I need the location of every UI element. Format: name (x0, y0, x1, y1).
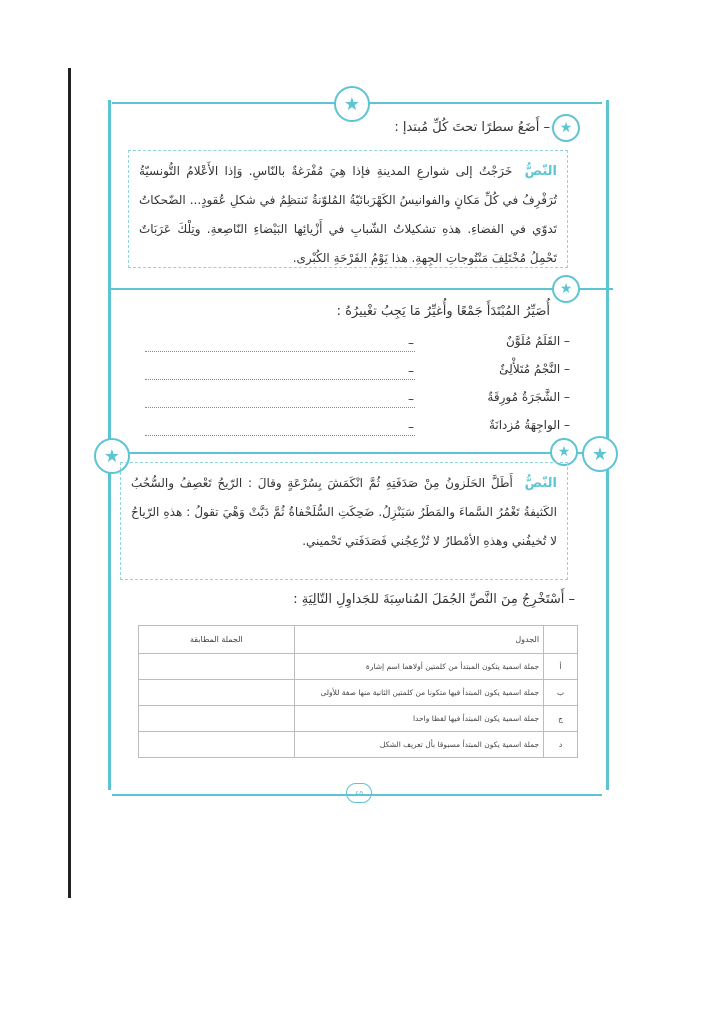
section3-text-box (120, 462, 568, 580)
page-number: ٤٥ (346, 783, 372, 803)
table-header-description: الجدول (294, 626, 543, 654)
table-header-answer: الجملة المطابقة (139, 626, 295, 654)
section-divider-1 (110, 288, 613, 290)
blank-dash-4: – (408, 420, 414, 434)
section1-instruction: – أَضَعُ سطرًا تحتَ كُلِّ مُبتدإ : (394, 120, 550, 135)
text-label: النّصُّ (524, 164, 557, 179)
table-row (139, 680, 578, 706)
blank-dash-1: – (408, 336, 414, 350)
exercise-item-3: – الشَّجَرَةُ مُورِقَةٌ (487, 390, 570, 404)
table-header-num (544, 626, 578, 654)
table-header-row (139, 626, 578, 654)
row-answer-cell[interactable] (139, 680, 295, 706)
blank-dash-3: – (408, 392, 414, 406)
section1-text-box (128, 150, 568, 268)
star-medallion-icon: ★ (552, 275, 580, 303)
answer-blank-1[interactable] (145, 336, 415, 352)
row-answer-cell[interactable] (139, 732, 295, 758)
exercise-item-2: – النَّجْمُ مُتَلأْلِئٌ (499, 362, 570, 376)
exercise-item-1: – القَلَمُ مُلَوَّنٌ (505, 334, 570, 348)
row-number: أ (544, 654, 578, 680)
matching-table (138, 625, 578, 758)
row-answer-cell[interactable] (139, 654, 295, 680)
section1-paragraph: خَرَجْتُ إلى شوارعِ المدينةِ فإذا هِيَ مُفْرَغةٌ بالنّاسِ. وَإذا الأَعْلامُ التُّونسيّةُ تُرَفْرِفُ في كُلِّ مَكانٍ والفوانيسُ الكَهْرَبائيّةُ المُلوّنةُ تَنتظِمُ في شكلِ عُقودٍ... الضّحكاتُ تَدوّي في الفضاءِ. هذهِ تشكيلاتُ الشّبابِ في أَزْيائِها البَيْضاءِ النّاصِعةِ. وتِلْكَ عَرَبَاتٌ تَحْمِلُ مُخْتَلِفَ مَنْتُوجاتِ الجِهةِ. هذا يَوْمُ الفَرْحَةِ الكُبْرى. (139, 164, 557, 265)
row-number: د (544, 732, 578, 758)
answer-blank-4[interactable] (145, 420, 415, 436)
table-row (139, 654, 578, 680)
row-description: جملة اسمية يكون المبتدأ فيها متكونا من كلمتين الثانية منها صفة للأولى (294, 680, 543, 706)
answer-blank-3[interactable] (145, 392, 415, 408)
exercise-item-4: – الواجِهَةُ مُزدانَةٌ (488, 418, 570, 432)
star-medallion-icon: ★ (334, 86, 370, 122)
table-row (139, 732, 578, 758)
answer-blank-2[interactable] (145, 364, 415, 380)
section3-instruction: – أَسْتَخْرِجُ مِنَ النَّصِّ الجُمَلَ المُناسِبَةَ للجَداوِلِ التّالِيَةِ : (293, 592, 575, 607)
text-label: النّصُّ (524, 476, 557, 491)
row-number: ج (544, 706, 578, 732)
star-medallion-icon: ★ (582, 436, 618, 472)
row-answer-cell[interactable] (139, 706, 295, 732)
row-description: جملة اسمية يكون المبتدأ مسبوقا بأل تعريف الشكل (294, 732, 543, 758)
section-divider-2 (110, 452, 613, 454)
star-medallion-icon: ★ (94, 438, 130, 474)
table-row (139, 706, 578, 732)
row-description: جملة اسمية يتكون المبتدأ من كلمتين أولاهما اسم إشارة (294, 654, 543, 680)
blank-dash-2: – (408, 364, 414, 378)
star-medallion-icon: ★ (552, 114, 580, 142)
section2-instruction: أُصَيِّرُ المُبْتَدَأَ جَمْعًا وأُغيِّرُ مَا يَجِبُ تغْييرُهُ : (336, 304, 550, 319)
star-medallion-icon: ★ (550, 438, 578, 466)
section3-paragraph: أَطَلَّ الحَلَزونُ مِنْ صَدَفَتِهِ ثُمَّ انْكَمَشَ بِسُرْعَةٍ وقالَ : الرّيحُ تَعْصِفُ والسُّحُبُ الكَثيفةُ تَغْمُرُ السَّماءَ والمَطَرُ سَيَنْزِلُ. ضَحِكَتِ السُّلَحْفاةُ ثُمَّ دَبَّتْ وَهْيَ تقولُ : هذهِ الرّياحُ لا تُخيفُني وهذهِ الأمْطارُ لا تُزْعِجُني فَصَدَفَتي تَحْميني. (131, 476, 557, 548)
row-number: ب (544, 680, 578, 706)
binding-edge (68, 68, 71, 898)
row-description: جملة اسمية يكون المبتدأ فيها لفظا واحدا (294, 706, 543, 732)
